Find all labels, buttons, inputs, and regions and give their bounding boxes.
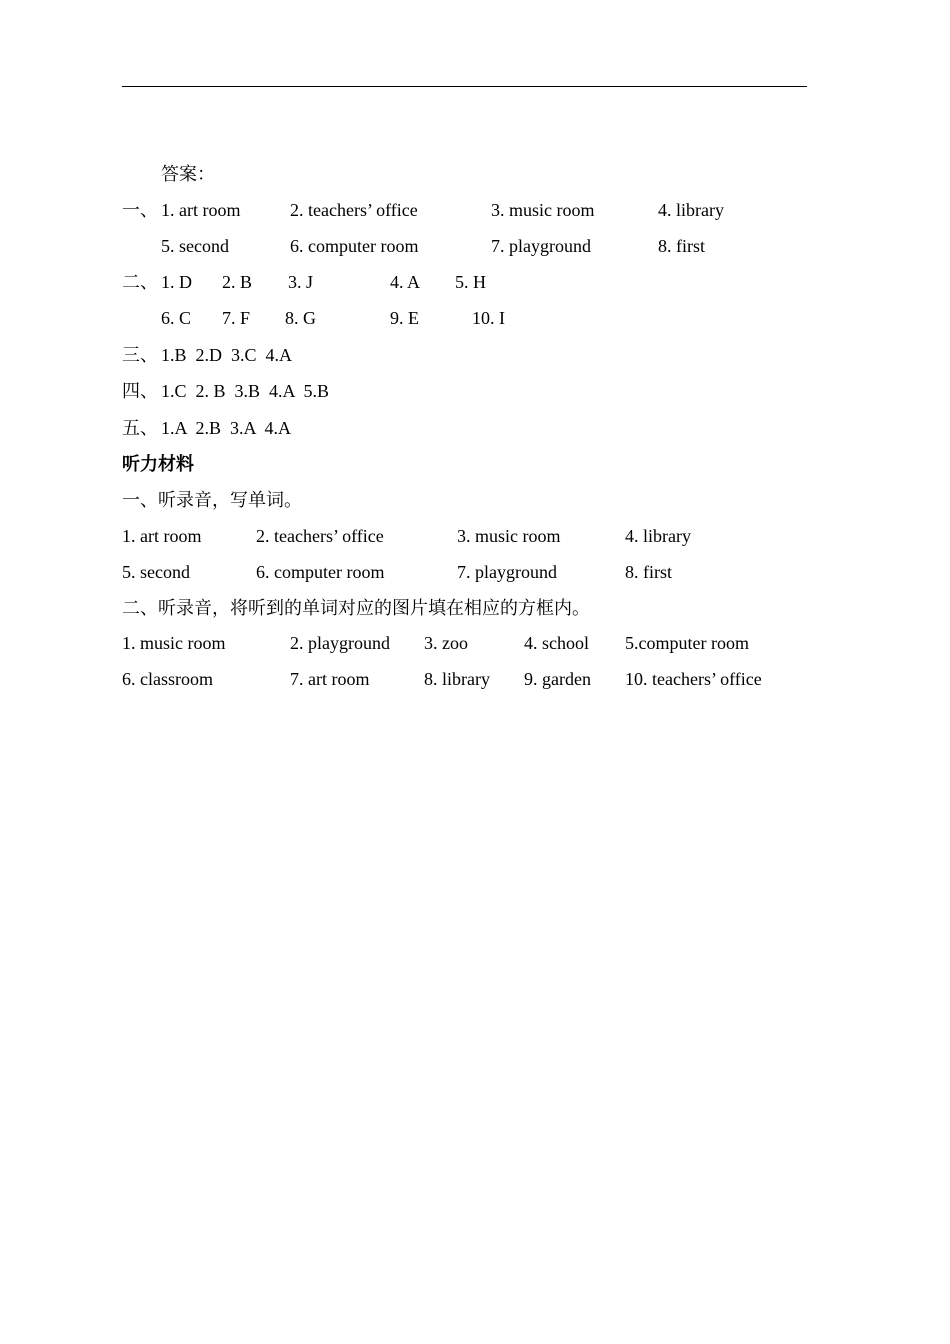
listening-item: 2. playground [290,633,390,653]
answer-item: 8. first [658,236,705,256]
section-label: 二、 [122,272,158,292]
answer-item: 9. E [390,308,419,328]
answer-item: 5. H [455,272,486,292]
listening-part-2-instruction: 二、听录音，将听到的单词对应的图片填在相应的方框内。 [122,598,590,618]
answer-text: 1.A 2.B 3.A 4.A [161,418,292,438]
listening-item: 6. classroom [122,669,213,689]
answer-text: 1.B 2.D 3.C 4.A [161,345,293,365]
answer-item: 2. B [222,272,253,292]
listening-item: 9. garden [524,669,591,689]
listening-item: 5.computer room [625,633,749,653]
answer-item: 1. art room [161,200,241,220]
listening-item: 1. music room [122,633,226,653]
listening-item: 2. teachers’ office [256,526,384,546]
answer-item: 3. J [288,272,314,292]
listening-item: 6. computer room [256,562,385,582]
listening-item: 3. music room [457,526,561,546]
answer-item: 7. F [222,308,251,328]
section-label: 三、 [122,345,158,365]
listening-item: 4. library [625,526,691,546]
section-label: 一、 [122,200,158,220]
listening-item: 4. school [524,633,589,653]
listening-item: 1. art room [122,526,202,546]
answer-item: 3. music room [491,200,595,220]
answer-item: 7. playground [491,236,591,256]
answer-item: 4. library [658,200,724,220]
listening-item: 8. first [625,562,672,582]
answer-item: 6. computer room [290,236,419,256]
listening-item: 3. zoo [424,633,468,653]
listening-item: 7. playground [457,562,557,582]
section-label: 四、 [122,381,158,401]
answer-item: 10. I [472,308,505,328]
answer-item: 6. C [161,308,192,328]
section-label: 五、 [122,418,158,438]
answer-item: 5. second [161,236,229,256]
answer-text: 1.C 2. B 3.B 4.A 5.B [161,381,330,401]
listening-item: 7. art room [290,669,370,689]
answer-item: 2. teachers’ office [290,200,418,220]
listening-title: 听力材料 [122,454,194,474]
listening-item: 10. teachers’ office [625,669,762,689]
answer-item: 8. G [285,308,316,328]
header-rule [122,86,807,87]
listening-item: 5. second [122,562,190,582]
listening-item: 8. library [424,669,490,689]
answer-item: 4. A [390,272,421,292]
answers-heading: 答案： [161,164,215,184]
answer-item: 1. D [161,272,192,292]
listening-part-1-instruction: 一、听录音，写单词。 [122,490,302,510]
